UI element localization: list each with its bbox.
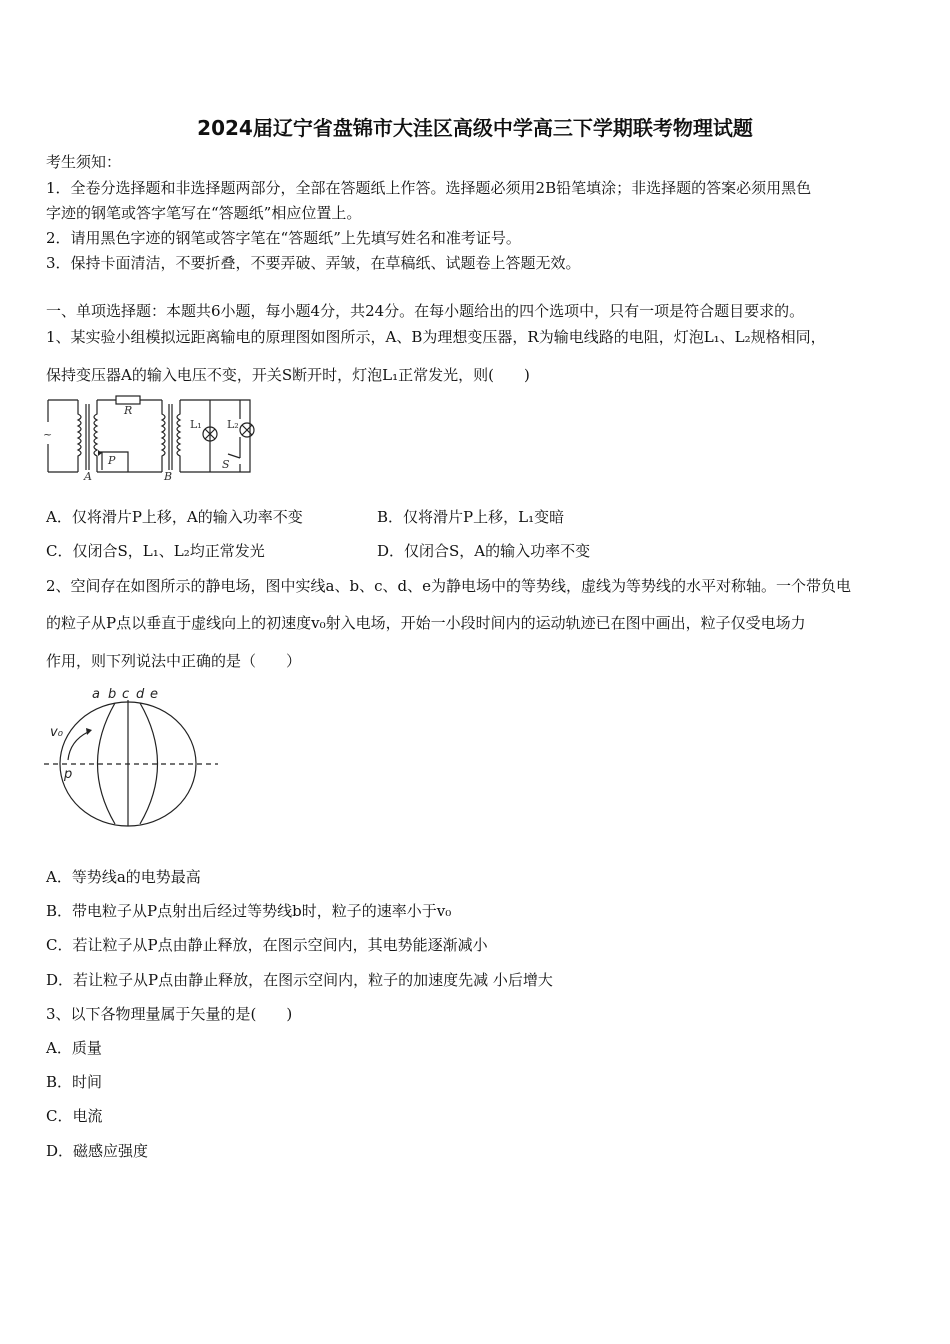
question-1-stem: 1、某实验小组模拟远距离输电的原理图如图所示，A、B为理想变压器，R为输电线路的电阻，灯泡L₁、L₂规格相同， <box>46 328 826 346</box>
label-P: P <box>108 454 116 467</box>
question-2-stem: 2、空间存在如图所示的静电场，图中实线a、b、c、d、e为静电场中的等势线，虚线为等势线的水平对称轴。一个带负电 <box>46 577 851 595</box>
label-L2: L₂ <box>227 418 239 431</box>
notice-heading: 考生须知： <box>46 153 122 171</box>
notice-item: 2．请用黑色字迹的钢笔或答字笔在“答题纸”上先填写姓名和准考证号。 <box>46 229 521 247</box>
q2-option-b[interactable]: B．带电粒子从P点射出后经过等势线b时，粒子的速率小于v₀ <box>46 902 452 920</box>
notice-item: 1．全卷分选择题和非选择题两部分，全部在答题纸上作答。选择题必须用2B铅笔填涂；非选择题的答案必须用黑色 <box>46 179 812 197</box>
page-title: 2024届辽宁省盘锦市大洼区高级中学高三下学期联考物理试题 <box>197 116 753 140</box>
label-R: R <box>124 404 133 417</box>
q2-option-c[interactable]: C．若让粒子从P点由静止释放，在图示空间内，其电势能逐渐减小 <box>46 936 488 954</box>
label-a: a <box>92 687 100 702</box>
question-2-stem: 的粒子从P点以垂直于虚线向上的初速度v₀射入电场，开始一小段时间内的运动轨迹已在图中画出，粒子仅受电场力 <box>46 614 806 632</box>
q1-option-c[interactable]: C．仅闭合S，L₁、L₂均正常发光 <box>46 542 265 560</box>
label-d: d <box>136 687 145 702</box>
label-b: b <box>108 687 117 702</box>
q1-option-d[interactable]: D．仅闭合S，A的输入功率不变 <box>377 542 591 560</box>
section-heading: 一、单项选择题：本题共6小题，每小题4分，共24分。在每小题给出的四个选项中，只有一项是符合题目要求的。 <box>46 302 805 320</box>
label-e: e <box>150 687 158 702</box>
q3-option-b[interactable]: B．时间 <box>46 1073 103 1091</box>
notice-item: 字迹的钢笔或答字笔写在“答题纸”相应位置上。 <box>46 204 362 222</box>
question-3-stem: 3、以下各物理量属于矢量的是( ) <box>46 1005 293 1023</box>
notice-item: 3．保持卡面清洁，不要折叠，不要弄破、弄皱，在草稿纸、试题卷上答题无效。 <box>46 254 581 272</box>
label-v0: v₀ <box>50 725 63 740</box>
ac-source-symbol: ~ <box>43 428 53 441</box>
q1-option-b[interactable]: B．仅将滑片P上移，L₁变暗 <box>377 508 565 526</box>
q3-option-d[interactable]: D．磁感应强度 <box>46 1142 149 1160</box>
q2-option-d[interactable]: D．若让粒子从P点由静止释放，在图示空间内，粒子的加速度先减 小后增大 <box>46 971 553 989</box>
transformer-circuit-figure <box>40 392 260 482</box>
q3-option-c[interactable]: C．电流 <box>46 1107 103 1125</box>
q1-option-a[interactable]: A．仅将滑片P上移，A的输入功率不变 <box>46 508 303 526</box>
q3-option-a[interactable]: A．质量 <box>46 1039 102 1057</box>
label-c: c <box>122 687 130 702</box>
question-1-stem: 保持变压器A的输入电压不变，开关S断开时，灯泡L₁正常发光，则( ) <box>46 366 530 384</box>
label-B: B <box>164 470 173 483</box>
q2-option-a[interactable]: A．等势线a的电势最高 <box>46 868 201 886</box>
equipotential-lines-figure <box>40 686 220 826</box>
question-2-stem: 作用，则下列说法中正确的是（ ） <box>46 652 302 670</box>
label-L1: L₁ <box>190 418 202 431</box>
label-p: p <box>64 767 73 782</box>
label-A: A <box>84 470 92 483</box>
label-S: S <box>222 458 230 471</box>
